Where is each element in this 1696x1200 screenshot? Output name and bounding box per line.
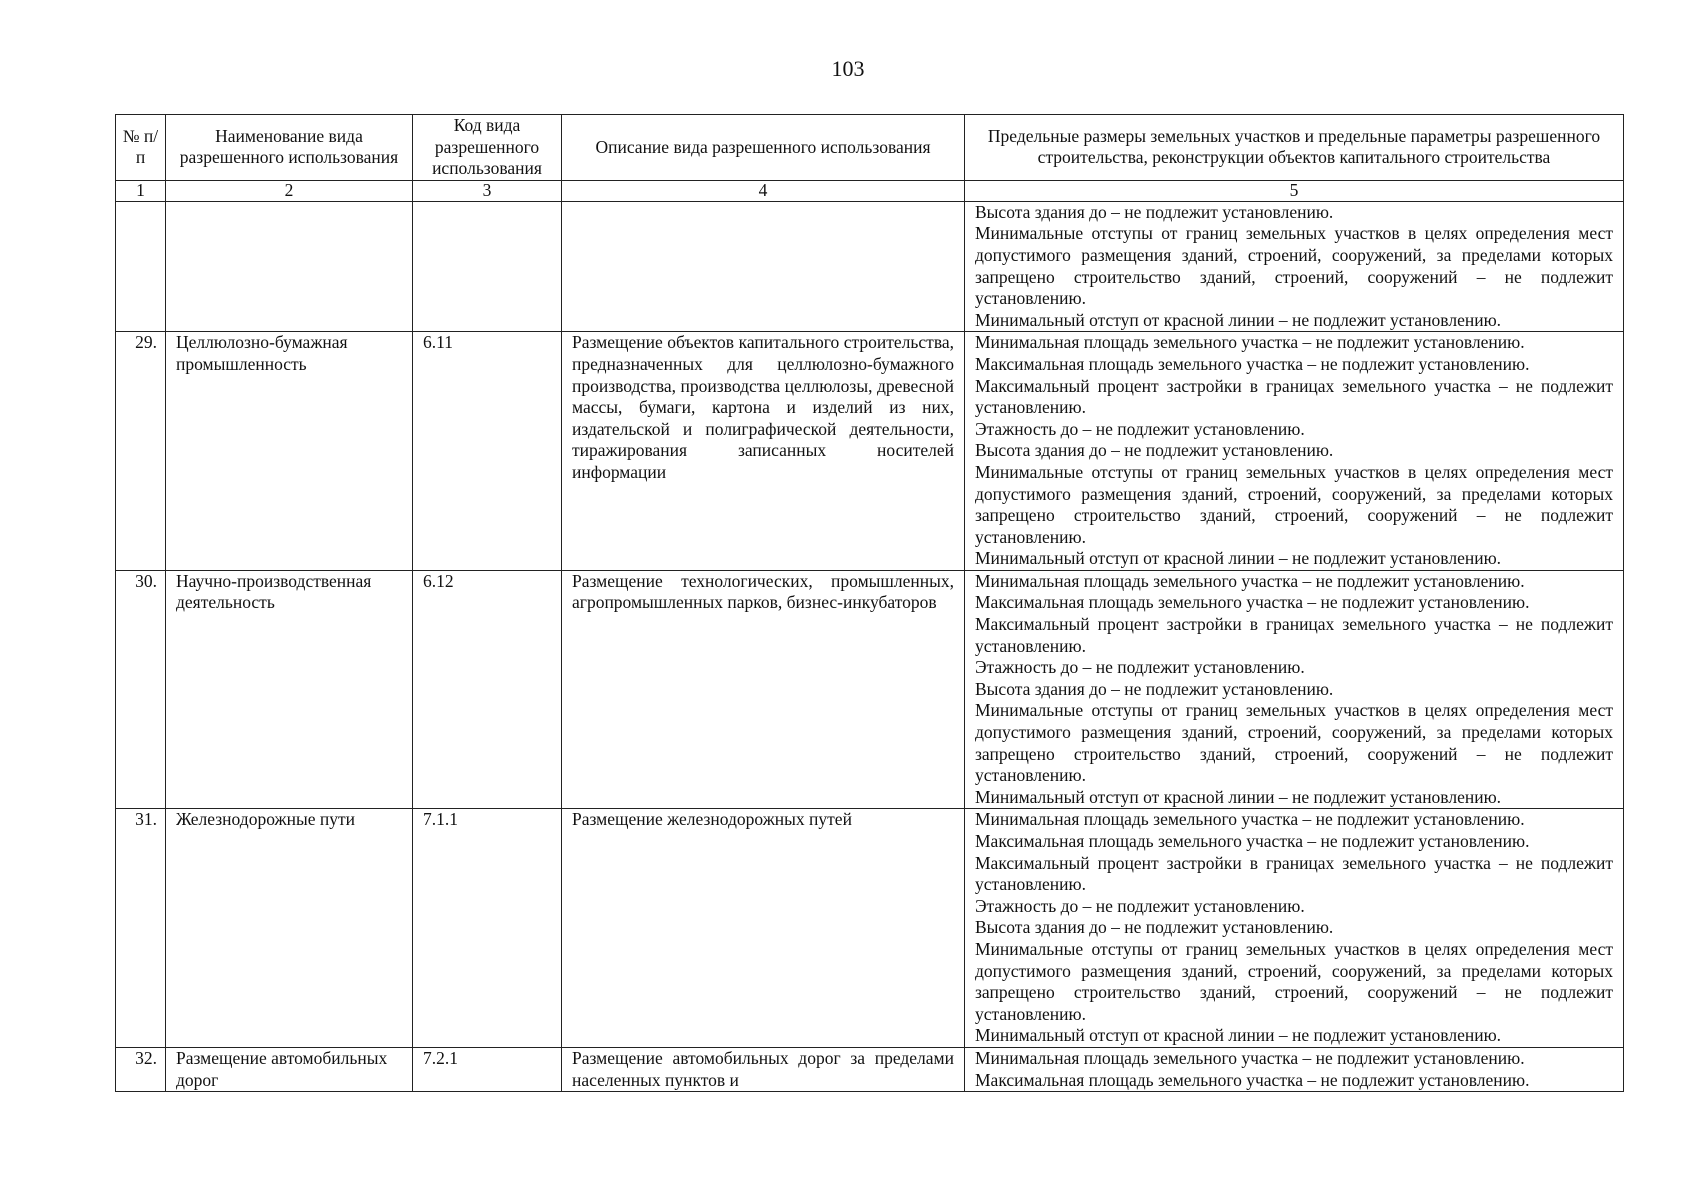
row-name: Научно-производственная деятельность <box>166 570 413 809</box>
param-line: Минимальная площадь земельного участка – не подлежит установлению. <box>975 332 1525 353</box>
column-number: 3 <box>413 180 562 201</box>
param-line: Минимальные отступы от границ земельных участков в целях определения мест допустимого размещения зданий, строений, сооружений, за пределами которых запрещено строительство зданий, строений, сооружений – не подлежит установлению. <box>975 223 1613 309</box>
param-line: Минимальный отступ от красной линии – не подлежит установлению. <box>975 1025 1502 1046</box>
header-number: № п/п <box>116 115 166 181</box>
table-header-row <box>116 115 1624 181</box>
table-row <box>116 570 1624 809</box>
row-description: Размещение объектов капитального строительства, предназначенных для целлюлозно-бумажного производства, производства целлюлозы, древесной массы, бумаги, картона и изделий из них, издательской и полиграфической деятельности, тиражирования записанных носителей информации <box>562 332 965 571</box>
row-name: Железнодорожные пути <box>166 809 413 1048</box>
header-name: Наименование вида разрешенного использования <box>166 115 413 181</box>
row-code: 7.1.1 <box>413 809 562 1048</box>
table-row <box>116 1047 1624 1091</box>
row-number: 32. <box>116 1047 166 1091</box>
param-line: Максимальный процент застройки в границах земельного участка – не подлежит установлению. <box>975 852 1613 895</box>
header-params: Предельные размеры земельных участков и предельные параметры разрешенного строительства, реконструкции объектов капитального строительства <box>965 115 1624 181</box>
header-description: Описание вида разрешенного использования <box>562 115 965 181</box>
page-number: 103 <box>831 56 865 81</box>
param-line: Этажность до – не подлежит установлению. <box>975 418 1305 439</box>
row-params <box>965 570 1624 809</box>
row-description: Размещение железнодорожных путей <box>562 809 965 1048</box>
param-line: Минимальный отступ от красной линии – не подлежит установлению. <box>975 309 1502 330</box>
param-line: Минимальные отступы от границ земельных участков в целях определения мест допустимого размещения зданий, строений, сооружений, за пределами которых запрещено строительство зданий, строений, сооружений – не подлежит установлению. <box>975 461 1613 547</box>
param-line: Максимальная площадь земельного участка – не подлежит установлению. <box>975 1069 1530 1090</box>
param-line: Высота здания до – не подлежит установлению. <box>975 201 1334 222</box>
row-number-cell <box>116 201 166 332</box>
param-line: Минимальные отступы от границ земельных участков в целях определения мест допустимого размещения зданий, строений, сооружений, за пределами которых запрещено строительство зданий, строений, сооружений – не подлежит установлению. <box>975 938 1613 1024</box>
column-number-row <box>116 180 1624 201</box>
param-line: Высота здания до – не подлежит установлению. <box>975 917 1334 938</box>
row-number: 29. <box>116 332 166 571</box>
row-code-cell <box>413 201 562 332</box>
column-number: 5 <box>965 180 1624 201</box>
header-code: Код вида разрешенного использования <box>413 115 562 181</box>
row-code: 7.2.1 <box>413 1047 562 1091</box>
column-number: 1 <box>116 180 166 201</box>
row-params <box>965 809 1624 1048</box>
row-description: Размещение технологических, промышленных, агропромышленных парков, бизнес-инкубаторов <box>562 570 965 809</box>
column-number: 2 <box>166 180 413 201</box>
param-line: Высота здания до – не подлежит установлению. <box>975 678 1334 699</box>
param-line: Максимальная площадь земельного участка – не подлежит установлению. <box>975 831 1530 851</box>
land-use-table <box>115 114 1624 1092</box>
row-number: 31. <box>116 809 166 1048</box>
param-line: Максимальная площадь земельного участка – не подлежит установлению. <box>975 353 1530 374</box>
param-line: Минимальный отступ от красной линии – не подлежит установлению. <box>975 786 1502 807</box>
table-row <box>116 809 1624 1048</box>
param-line: Максимальная площадь земельного участка – не подлежит установлению. <box>975 592 1530 613</box>
row-number: 30. <box>116 570 166 809</box>
param-line: Минимальный отступ от красной линии – не подлежит установлению. <box>975 548 1502 569</box>
row-code: 6.11 <box>413 332 562 571</box>
table-row-continuation <box>116 201 1624 332</box>
table-row <box>116 332 1624 571</box>
row-name: Размещение автомобильных дорог <box>166 1047 413 1091</box>
param-line: Этажность до – не подлежит установлению. <box>975 657 1305 678</box>
row-name-cell <box>166 201 413 332</box>
param-line: Максимальный процент застройки в границах земельного участка – не подлежит установлению. <box>975 614 1613 656</box>
row-params <box>965 332 1624 571</box>
param-line: Минимальные отступы от границ земельных участков в целях определения мест допустимого размещения зданий, строений, сооружений, за пределами которых запрещено строительство зданий, строений, сооружений – не подлежит установлению. <box>975 700 1613 786</box>
row-description: Размещение автомобильных дорог за пределами населенных пунктов и <box>562 1047 965 1091</box>
row-name: Целлюлозно-бумажная промышленность <box>166 332 413 571</box>
param-line: Минимальная площадь земельного участка – не подлежит установлению. <box>975 1047 1525 1068</box>
param-line: Этажность до – не подлежит установлению. <box>975 895 1305 916</box>
row-code: 6.12 <box>413 570 562 809</box>
row-description-cell <box>562 201 965 332</box>
param-line: Максимальный процент застройки в границах земельного участка – не подлежит установлению. <box>975 375 1613 418</box>
param-line: Минимальная площадь земельного участка – не подлежит установлению. <box>975 809 1525 830</box>
row-params-cell <box>965 201 1624 332</box>
param-line: Высота здания до – не подлежит установлению. <box>975 440 1334 461</box>
param-line: Минимальная площадь земельного участка – не подлежит установлению. <box>975 570 1525 591</box>
row-params <box>965 1047 1624 1091</box>
column-number: 4 <box>562 180 965 201</box>
